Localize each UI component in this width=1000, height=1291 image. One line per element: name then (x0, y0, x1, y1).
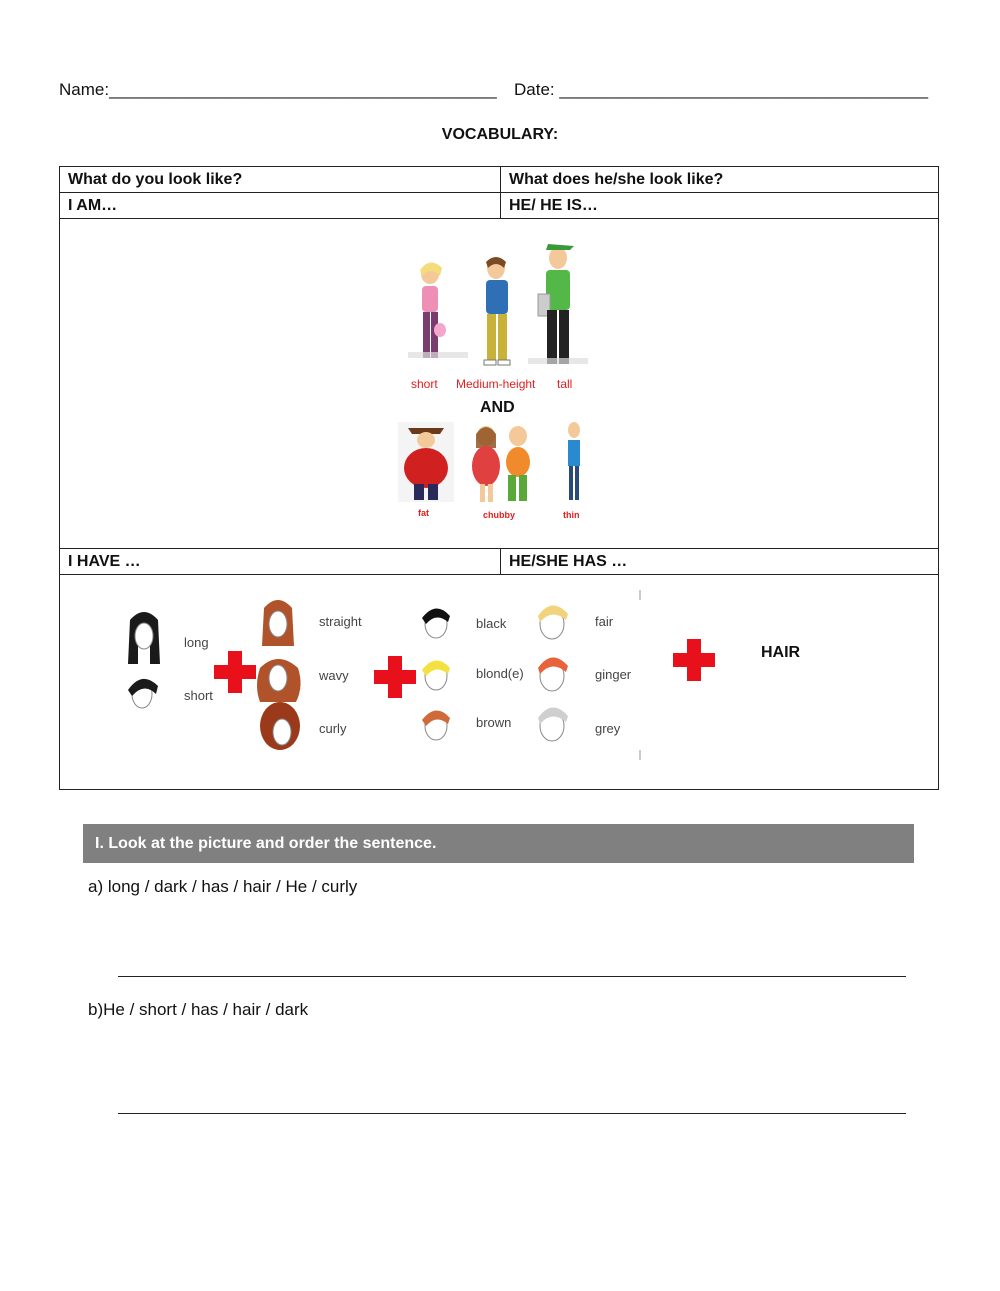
fair-hair-head (538, 605, 568, 639)
label-straight: straight (319, 614, 362, 629)
i-have-label: I HAVE … (60, 549, 501, 575)
label-tall: tall (557, 377, 573, 391)
plus-icon (673, 639, 715, 681)
label-medium-height: Medium-height (456, 377, 536, 391)
label-short: short (411, 377, 438, 391)
name-field-label: Name:_________________________________________ (59, 80, 497, 99)
plus-icon (374, 656, 416, 698)
he-is-label: HE/ HE IS… (501, 193, 939, 219)
he-has-label: HE/SHE HAS … (501, 549, 939, 575)
ginger-hair-head (538, 657, 568, 691)
question-other: What does he/she look like? (501, 167, 939, 193)
label-thin: thin (563, 510, 580, 520)
date-field-label: Date: _______________________________________ (514, 80, 929, 99)
page-title: VOCABULARY: (441, 126, 559, 143)
label-fat: fat (418, 508, 429, 518)
long-hair-head (128, 612, 160, 664)
label-long: long (184, 635, 209, 650)
hair-label: HAIR (761, 644, 801, 661)
brown-hair-head (422, 710, 450, 740)
and-label: AND (480, 399, 515, 416)
medium-height-person-figure (484, 257, 510, 365)
label-brown: brown (476, 715, 512, 730)
thin-person-figure (568, 422, 580, 500)
i-am-label: I AM… (60, 193, 501, 219)
chubby-person-figure (472, 426, 530, 502)
plus-icon (214, 651, 256, 693)
build-figures-illustration (398, 420, 598, 510)
black-hair-head (422, 608, 450, 638)
question-a: a) long / dark / has / hair / He / curly (88, 877, 358, 896)
answer-line-b[interactable] (118, 1113, 906, 1114)
fat-person-figure (398, 422, 454, 502)
short-hair-head (128, 679, 158, 708)
label-ginger: ginger (595, 667, 632, 682)
label-chubby: chubby (483, 510, 516, 520)
blond-hair-head (422, 660, 450, 690)
label-curly: curly (319, 721, 347, 736)
short-person-figure (420, 262, 446, 358)
label-black: black (476, 616, 507, 631)
label-grey: grey (595, 721, 621, 736)
height-figures-illustration (398, 240, 598, 380)
label-short-hair: short (184, 688, 213, 703)
exercise-heading: I. Look at the picture and order the sentence. (83, 824, 914, 863)
straight-hair-head (262, 600, 294, 646)
answer-line-a[interactable] (118, 976, 906, 977)
label-blond: blond(e) (476, 666, 524, 681)
grey-hair-head (538, 707, 568, 741)
question-b: b)He / short / has / hair / dark (88, 1000, 309, 1019)
label-wavy: wavy (319, 668, 349, 683)
question-self: What do you look like? (60, 167, 501, 193)
wavy-hair-head (257, 659, 301, 702)
tall-person-figure (538, 244, 574, 364)
label-fair: fair (595, 614, 614, 629)
curly-hair-head (260, 702, 300, 750)
